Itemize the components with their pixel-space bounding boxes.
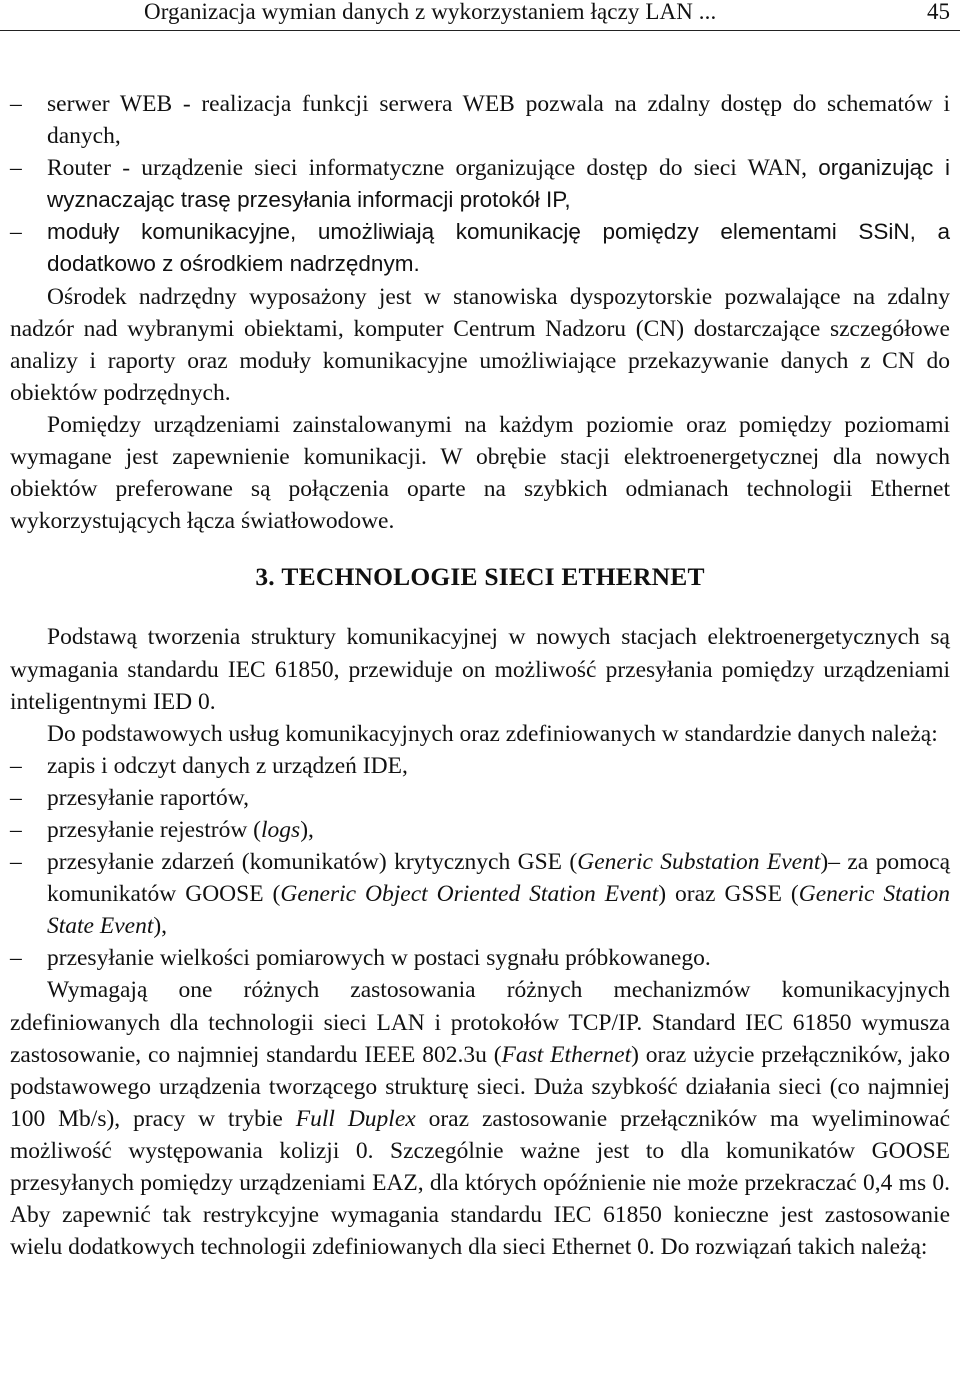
list-item-text-part: przesyłanie rejestrów ( [47,816,262,843]
list-item [10,846,950,942]
dash-bullet: – [10,849,22,876]
dash-bullet: – [10,752,22,779]
list-item [10,152,950,216]
running-header [0,0,960,31]
list-item [10,814,950,846]
paragraph-italic: Full Duplex [295,1105,416,1132]
list-item-text [47,846,950,942]
paragraph-wymagaja [10,974,950,1263]
paragraph-text-part: ) oraz użycie przełączników, jako podstawowego urządzenia tworzącego strukturę sieci. Duża szybkość działania sieci (co najmniej 100 Mb/s), pracy w trybie [10,1041,951,1132]
paragraph-italic: Fast Ethernet [501,1041,632,1068]
section-title: TECHNOLOGIE SIECI ETHERNET [281,562,705,592]
paragraph-uslugi: Do podstawowych usług komunikacyjnych oraz zdefiniowanych w standardzie danych należą: [47,720,938,747]
list-item-italic: Generic Object Oriented Station Event [280,881,659,908]
list-item [10,88,950,152]
list-item-text-part: )– za pomocą komunikatów GOOSE ( [47,849,950,908]
list-item-text-part: ), [300,816,314,843]
dash-bullet: – [10,155,22,182]
list-item-italic: logs [261,816,301,843]
dash-bullet: – [10,784,22,811]
page-body [10,88,950,1263]
list-item-text-part: organizując i wyznaczając trasę przesyłania informacji protokół IP, [47,155,950,213]
list-item-text: przesyłanie raportów, [47,784,250,811]
list-item-text [47,814,950,846]
list-item-text-part: ), [153,913,168,940]
section-number: 3. [255,562,275,592]
list-item-italic: Generic Substation Event [577,849,821,876]
list-item-text-part: przesyłanie zdarzeń (komunikatów) krytycznych GSE ( [47,849,578,876]
header-title: Organizacja wymian danych z wykorzystaniem łączy LAN ... [144,0,717,24]
paragraph-text-part: Wymagają one różnych zastosowania różnych mechanizmów komunikacyjnych zdefiniowanych dla technologii sieci LAN i protokołów TCP/IP. Standard IEC 61850 wymusza zastosowanie, co najmniej standardu IEEE 802.3u ( [10,977,950,1068]
dash-bullet: – [10,945,22,972]
list-item [10,750,950,782]
list-item-text-part: ) oraz GSSE ( [658,881,799,908]
list-item-text: zapis i odczyt danych z urządzeń IDE, [47,752,408,779]
list-item-italic: Generic Station State Event [47,881,951,940]
page-number: 45 [927,0,950,24]
list-item-text: moduły komunikacyjne, umożliwiają komunikację pomiędzy elementami SSiN, a dodatkowo z ośrodkiem nadrzędnym. [47,219,950,277]
list-item-text-part: Router - urządzenie sieci informatyczne organizujące dostęp do sieci WAN, [47,155,819,182]
section-heading [10,561,950,593]
paragraph-osrodek: Ośrodek nadrzędny wyposażony jest w stanowiska dyspozytorskie pozwalające na zdalny nadzór nad wybranymi obiektami, komputer Centrum Nadzoru (CN) dostarczające szczegółowe analizy i raporty oraz moduły komunikacyjne umożliwiające przekazywanie danych z CN do obiektów podrzędnych. [10,283,950,406]
paragraph-pomiedzy: Pomiędzy urządzeniami zainstalowanymi na każdym poziomie oraz pomiędzy poziomami wymagane jest zapewnienie komunikacji. W obrębie stacji elektroenergetycznej dla nowych obiektów preferowane są połączenia oparte na szybkich odmianach technologii Ethernet wykorzystujących łącza światłowodowe. [10,411,950,535]
dash-bullet: – [10,219,22,246]
dash-bullet: – [10,91,22,117]
list-item [10,782,950,814]
dash-bullet: – [10,816,22,843]
paragraph-text-part: oraz zastosowanie przełączników ma wyeliminować możliwość występowania kolizji 0. Szczególnie ważne jest to dla komunikatów GOOSE przesyłanych pomiędzy urządzeniami EAZ, dla których opóźnienie nie może przekraczać 0,4 ms 0. Aby zapewnić tak restrykcyjne wymagania standardu IEC 61850 konieczne jest zastosowanie wielu dodatkowych technologii zdefiniowanych dla sieci Ethernet 0. Do rozwiązań takich należą: [10,1105,951,1261]
list-item-text: przesyłanie wielkości pomiarowych w postaci sygnału próbkowanego. [47,945,711,972]
paragraph-podstawa: Podstawą tworzenia struktury komunikacyjnej w nowych stacjach elektroenergetycznych są wymagania standardu IEC 61850, przewiduje on możliwość przesyłania pomiędzy urządzeniami inteligentnymi IED 0. [10,624,950,715]
list-item [10,216,950,280]
list-item-text [47,152,950,216]
list-item [10,942,950,974]
list-item-text: serwer WEB - realizacja funkcji serwera WEB pozwala na zdalny dostęp do schematów i danych, [47,91,950,150]
